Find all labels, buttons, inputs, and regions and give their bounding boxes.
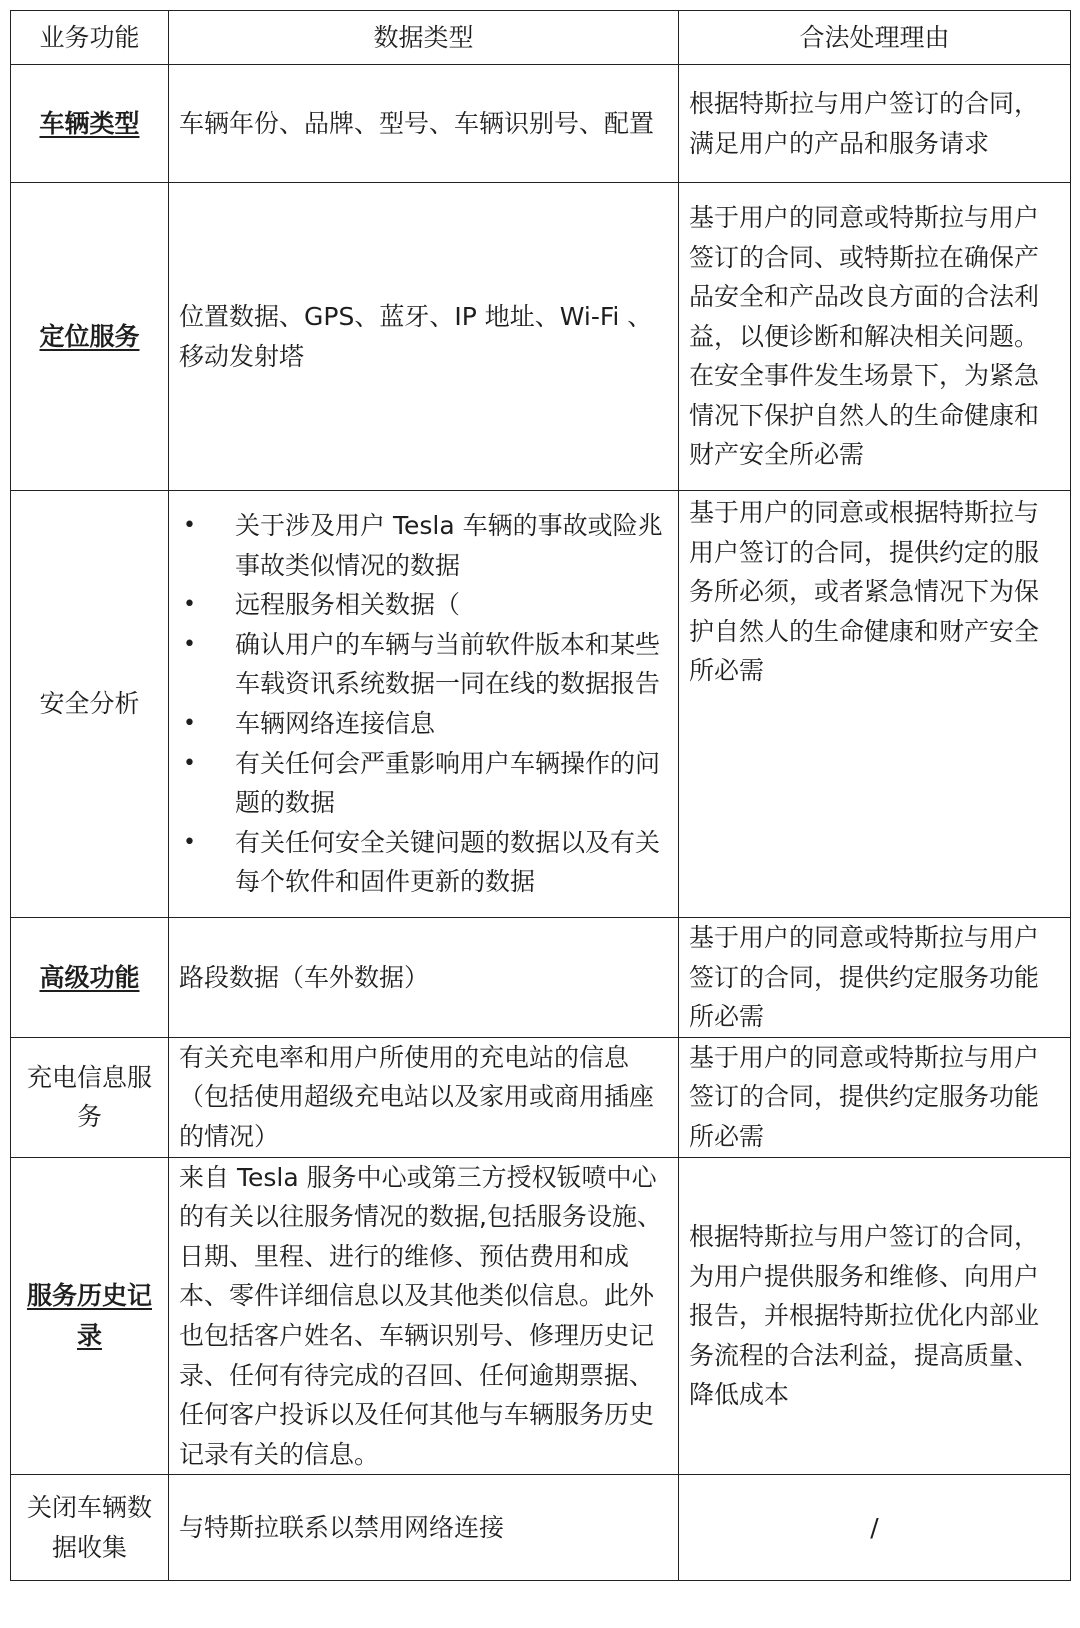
function-label: 关闭车辆数据收集 [26, 1493, 152, 1562]
header-function: 业务功能 [11, 11, 169, 65]
data-cell [169, 491, 679, 918]
function-label: 服务历史记录 [26, 1281, 152, 1350]
table-row-location-service [11, 183, 1071, 491]
header-data-type: 数据类型 [169, 11, 679, 65]
table-row-advanced-features [11, 918, 1071, 1038]
header-row [11, 11, 1071, 65]
data-processing-table [10, 10, 1071, 1581]
basis-cell: / [679, 1475, 1071, 1581]
header-legal-basis: 合法处理理由 [679, 11, 1071, 65]
list-item: • 车辆网络连接信息 [179, 704, 668, 744]
function-label: 车辆类型 [39, 108, 140, 138]
function-cell [11, 1475, 169, 1581]
data-cell: 与特斯拉联系以禁用网络连接 [169, 1475, 679, 1581]
function-cell [11, 65, 169, 183]
function-cell [11, 183, 169, 491]
data-cell: 车辆年份、品牌、型号、车辆识别号、配置 [169, 65, 679, 183]
data-cell: 有关充电率和用户所使用的充电站的信息（包括使用超级充电站以及家用或商用插座的情况） [169, 1037, 679, 1157]
basis-cell: 根据特斯拉与用户签订的合同，为用户提供服务和维修、向用户报告，并根据特斯拉优化内部业务流程的合法利益，提高质量、降低成本 [679, 1157, 1071, 1475]
data-cell: 路段数据（车外数据） [169, 918, 679, 1038]
function-label: 高级功能 [39, 962, 140, 992]
list-item: • 远程服务相关数据（ [179, 585, 668, 625]
basis-cell: 基于用户的同意或特斯拉与用户签订的合同，提供约定服务功能所必需 [679, 1037, 1071, 1157]
basis-cell: 基于用户的同意或特斯拉与用户签订的合同，提供约定服务功能所必需 [679, 918, 1071, 1038]
list-item: • 有关任何会严重影响用户车辆操作的问题的数据 [179, 744, 668, 823]
table-row-safety-analysis [11, 491, 1071, 918]
list-item: • 关于涉及用户 Tesla 车辆的事故或险兆事故类似情况的数据 [179, 506, 668, 585]
table-row-service-history [11, 1157, 1071, 1475]
data-bullet-list [179, 506, 668, 902]
basis-cell: 根据特斯拉与用户签订的合同，满足用户的产品和服务请求 [679, 65, 1071, 183]
data-cell: 位置数据、GPS、蓝牙、IP 地址、Wi-Fi 、移动发射塔 [169, 183, 679, 491]
data-cell: 来自 Tesla 服务中心或第三方授权钣喷中心的有关以往服务情况的数据,包括服务设施、日期、里程、进行的维修、预估费用和成本、零件详细信息以及其他类似信息。此外也包括客户姓名、车辆识别号、修理历史记录、任何有待完成的召回、任何逾期票据、任何客户投诉以及任何其他与车辆服务历史记录有关的信息。 [169, 1157, 679, 1475]
list-item: • 确认用户的车辆与当前软件版本和某些车载资讯系统数据一同在线的数据报告 [179, 625, 668, 704]
function-cell [11, 918, 169, 1038]
function-cell [11, 1157, 169, 1475]
basis-cell: 基于用户的同意或特斯拉与用户签订的合同、或特斯拉在确保产品安全和产品改良方面的合法利益，以便诊断和解决相关问题。在安全事件发生场景下，为紧急情况下保护自然人的生命健康和财产安全所必需 [679, 183, 1071, 491]
function-label: 安全分析 [39, 689, 140, 719]
function-label: 定位服务 [39, 321, 140, 351]
list-item: • 有关任何安全关键问题的数据以及有关每个软件和固件更新的数据 [179, 823, 668, 902]
table-row-disable-data-collection [11, 1475, 1071, 1581]
basis-cell: 基于用户的同意或根据特斯拉与用户签订的合同，提供约定的服务所必须，或者紧急情况下为保护自然人的生命健康和财产安全所必需 [679, 491, 1071, 918]
table-row-charging-info [11, 1037, 1071, 1157]
function-cell [11, 1037, 169, 1157]
function-label: 充电信息服务 [26, 1062, 152, 1132]
function-cell [11, 491, 169, 918]
table-row-vehicle-type [11, 65, 1071, 183]
